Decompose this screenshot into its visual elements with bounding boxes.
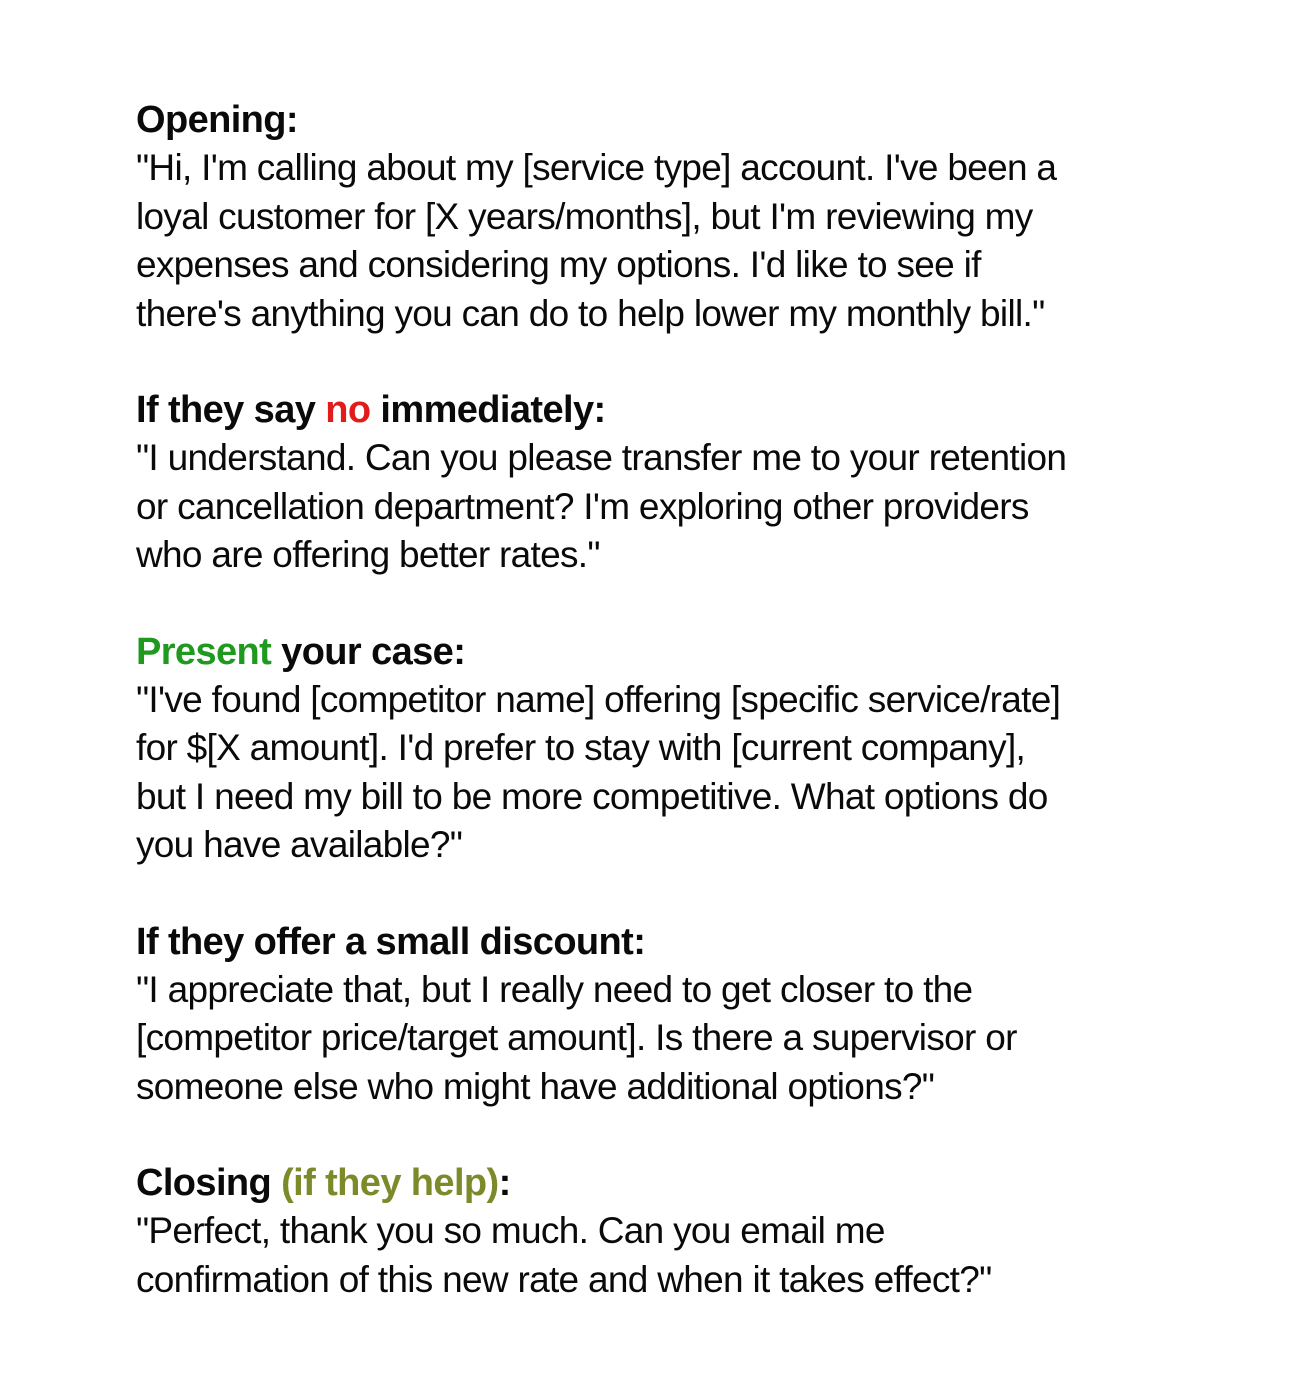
heading-highlight-no: no (325, 389, 371, 431)
script-line: but I need my bill to be more competitive. What options do (136, 775, 1048, 817)
script-line: "Hi, I'm calling about my [service type] account. I've been a (136, 147, 1057, 188)
script-line: [competitor price/target amount]. Is there a supervisor or (136, 1017, 1017, 1058)
script-line: for $[X amount]. I'd prefer to stay with [current company], (136, 727, 1026, 768)
section-heading (136, 918, 1216, 966)
script-line: "I understand. Can you please transfer me to your retention (136, 437, 1067, 478)
section-opening (136, 96, 1216, 338)
negotiation-script-document (136, 96, 1216, 1352)
heading-text: : (498, 1162, 511, 1204)
heading-text: If they say (136, 389, 326, 431)
script-line: you have available?" (136, 824, 463, 865)
script-line: or cancellation department? I'm exploring other providers (136, 485, 1029, 527)
script-line: who are offering better rates." (136, 534, 600, 575)
script-line: "I've found [competitor name] offering [specific service/rate] (136, 678, 1061, 720)
section-closing (136, 1159, 1216, 1304)
heading-text: Opening: (136, 99, 298, 141)
script-line: "I appreciate that, but I really need to get closer to the (136, 968, 973, 1010)
script-line: expenses and considering my options. I'd like to see if (136, 244, 981, 285)
heading-highlight-if-they-help: (if they help) (281, 1162, 499, 1204)
section-heading (136, 96, 1216, 144)
heading-text: Closing (136, 1162, 282, 1204)
script-line: confirmation of this new rate and when it takes effect?" (136, 1258, 992, 1300)
section-present-your-case (136, 628, 1216, 870)
script-line: someone else who might have additional options?" (136, 1065, 935, 1107)
heading-text: your case: (271, 630, 466, 673)
script-line: loyal customer for [X years/months], but I'm reviewing my (136, 195, 1033, 237)
script-line: "Perfect, thank you so much. Can you email me (136, 1210, 885, 1251)
section-if-they-say-no (136, 386, 1216, 580)
heading-text: If they offer a small discount: (136, 920, 646, 963)
section-heading (136, 386, 1216, 434)
heading-highlight-present: Present (136, 630, 272, 673)
script-line: there's anything you can do to help lower my monthly bill." (136, 292, 1045, 334)
section-heading (136, 628, 1216, 676)
section-heading (136, 1159, 1216, 1207)
heading-text: immediately: (370, 389, 606, 431)
section-small-discount (136, 918, 1216, 1112)
